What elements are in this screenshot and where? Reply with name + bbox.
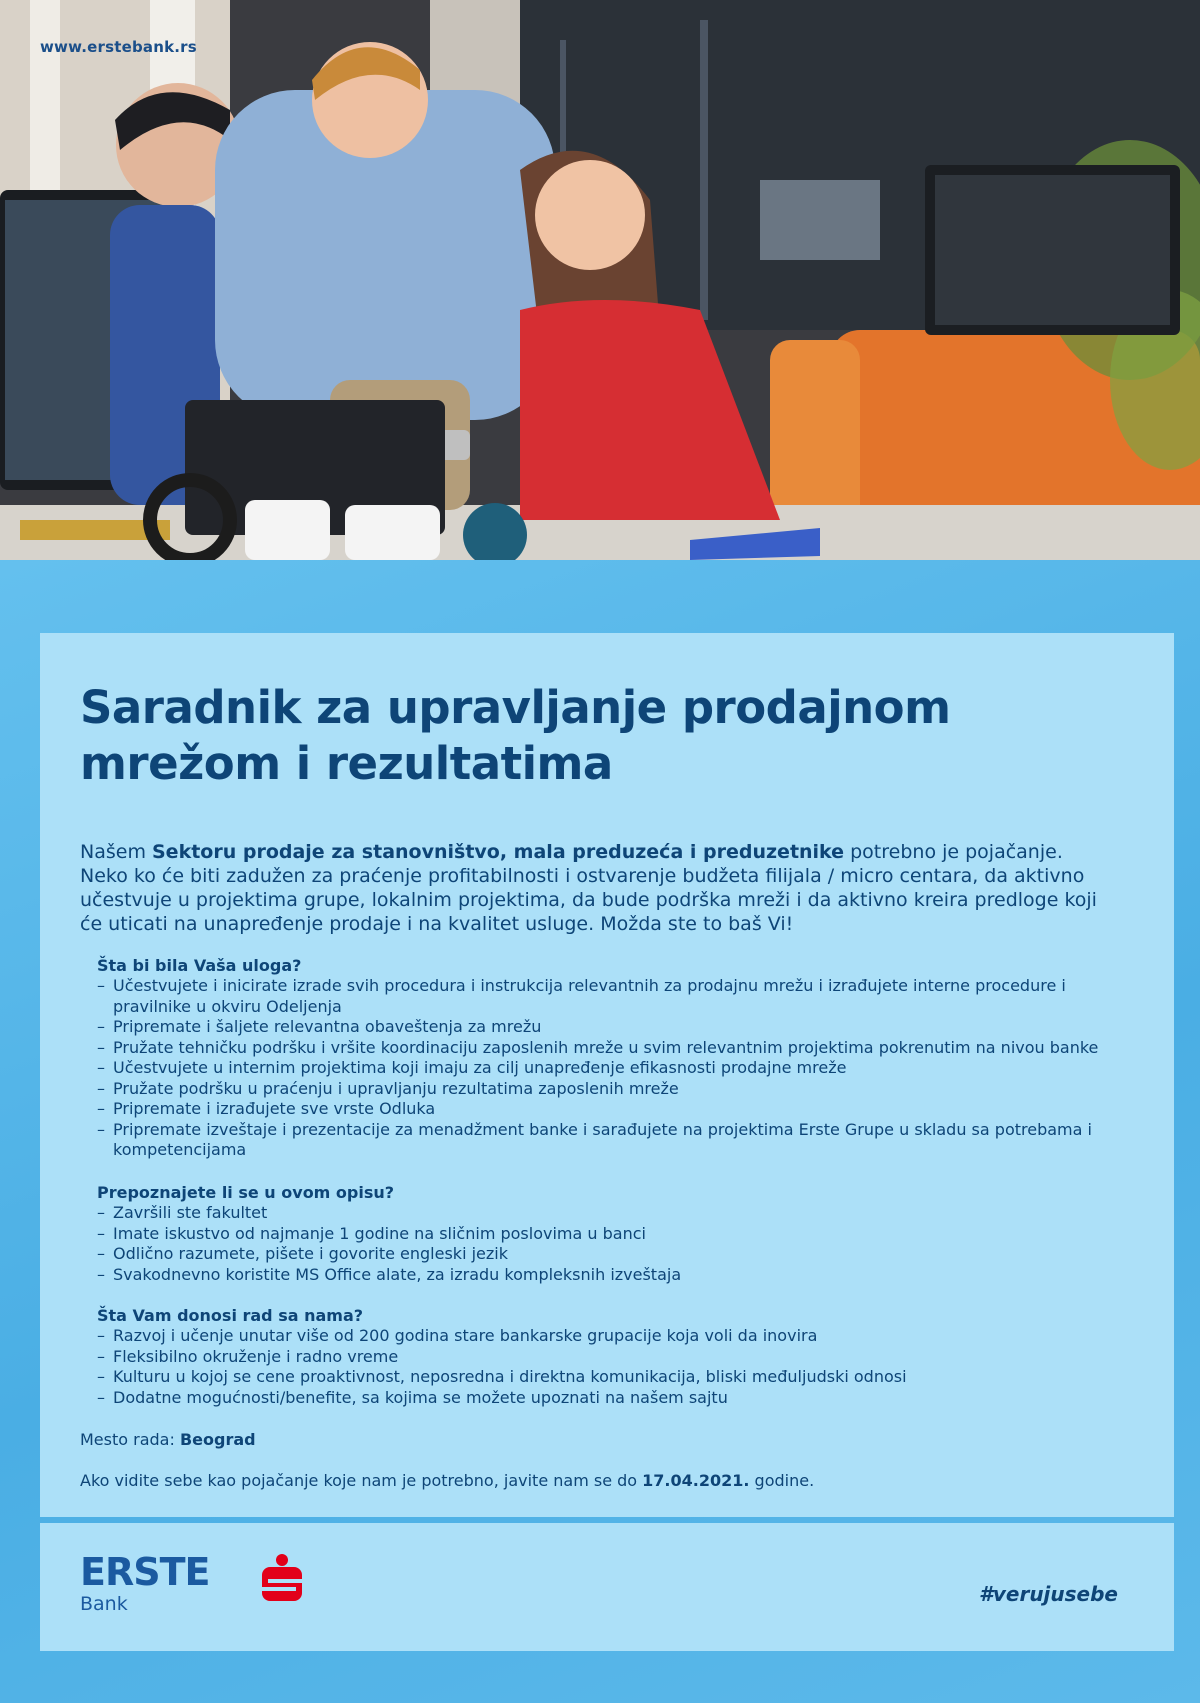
list-item: – Pružate tehničku podršku i vršite koordinaciju zaposlenih mreže u svim relevantnim projektima pokrenutim na nivou banke xyxy=(97,1037,1099,1057)
erste-s-icon xyxy=(238,1553,326,1605)
intro-suffix: potrebno je pojačanje. Neko ko će biti zadužen za praćenje profitabilnosti i ostvarenje budžeta filijala / micro centara, da aktivno učestvuje u projektima grupe, lokalnim projektima, da bude podrška mreži i da aktivno kreira predloge koji će uticati na unapređenje prodaje i na kvalitet usluge. Možda ste to baš Vi! xyxy=(80,841,1097,935)
list-item-text: Kulturu u kojoj se cene proaktivnost, neposredna i direktna komunikacija, bliski međuljudski odnosi xyxy=(113,1367,907,1386)
list-item: – Svakodnevno koristite MS Office alate, za izradu kompleksnih izveštaja xyxy=(97,1264,682,1284)
list-item-text: Pripremate i šaljete relevantna obaveštenja za mrežu xyxy=(113,1017,542,1036)
benefits-heading: Šta Vam donosi rad sa nama? xyxy=(97,1306,364,1325)
requirements-section xyxy=(97,1182,1107,1285)
location-value: Beograd xyxy=(179,1430,256,1449)
list-item: – Završili ste fakultet xyxy=(97,1203,268,1222)
erste-bank-logo[interactable] xyxy=(80,1550,210,1615)
deadline-suffix: godine. xyxy=(749,1471,815,1490)
list-item: – Učestvujete i inicirate izrade svih procedura i instrukcija relevantnih za prodajnu mrežu i izrađujete interne procedure i pravilnike u okviru Odeljenja xyxy=(97,976,1066,1016)
job-title-line1: Saradnik za upravljanje prodajnom xyxy=(80,681,951,734)
job-intro xyxy=(80,840,1100,936)
list-item-text: Pružate tehničku podršku i vršite koordinaciju zaposlenih mreže u svim relevantnim projektima pokrenutim na nivou banke xyxy=(113,1037,1099,1057)
list-item-text: Razvoj i učenje unutar više od 200 godina stare bankarske grupacije koja voli da inovira xyxy=(113,1326,818,1345)
list-item: – Pružate podršku u praćenju i upravljanju rezultatima zaposlenih mreže xyxy=(97,1078,679,1098)
logo-sub: Bank xyxy=(80,1593,128,1615)
list-item-text: Odlično razumete, pišete i govorite engleski jezik xyxy=(113,1244,508,1263)
requirements-list xyxy=(97,1203,1107,1285)
list-item: – Pripremate izveštaje i prezentacije za menadžment banke i sarađujete na projektima Erste Grupe u skladu sa potrebama i kompetencijama xyxy=(97,1119,1092,1159)
website-url[interactable]: www.erstebank.rs xyxy=(40,38,197,56)
job-title-line2: mrežom i rezultatima xyxy=(80,737,613,790)
deadline-prefix: Ako vidite sebe kao pojačanje koje nam je potrebno, javite nam se do xyxy=(80,1471,643,1490)
hero-photo xyxy=(0,0,1200,560)
list-item-text: Učestvujete u internim projektima koji imaju za cilj unapređenje efikasnosti prodajne mreže xyxy=(113,1058,847,1077)
application-deadline xyxy=(80,1471,814,1490)
list-item: – Odlično razumete, pišete i govorite engleski jezik xyxy=(97,1244,508,1263)
list-item: – Pripremate i šaljete relevantna obaveštenja za mrežu xyxy=(97,1017,542,1036)
list-item-text: Svakodnevno koristite MS Office alate, za izradu kompleksnih izveštaja xyxy=(113,1264,682,1284)
list-item-text: Učestvujete i inicirate izrade svih procedura i instrukcija relevantnih za prodajnu mrežu i izrađujete interne procedure i pravilnike u okviru Odeljenja xyxy=(113,976,1066,1016)
list-item: – Imate iskustvo od najmanje 1 godine na sličnim poslovima u banci xyxy=(97,1223,646,1243)
list-item-text: Pripremate izveštaje i prezentacije za menadžment banke i sarađujete na projektima Erste Grupe u skladu sa potrebama i kompetencijama xyxy=(113,1119,1092,1159)
list-item-text: Završili ste fakultet xyxy=(113,1203,268,1222)
list-item: – Učestvujete u internim projektima koji imaju za cilj unapređenje efikasnosti prodajne mreže xyxy=(97,1058,847,1077)
intro-prefix: Našem xyxy=(80,841,152,863)
list-item: – Fleksibilno okruženje i radno vreme xyxy=(97,1346,399,1366)
logo-word: ERSTE xyxy=(80,1550,210,1594)
location-label: Mesto rada: xyxy=(80,1430,180,1449)
deadline-date: 17.04.2021. xyxy=(642,1471,750,1490)
list-item: – Pripremate i izrađujete sve vrste Odluka xyxy=(97,1099,436,1118)
list-item: – Kulturu u kojoj se cene proaktivnost, neposredna i direktna komunikacija, bliski međuljudski odnosi xyxy=(97,1367,907,1386)
list-item-text: Pripremate i izrađujete sve vrste Odluka xyxy=(113,1099,436,1118)
list-item-text: Imate iskustvo od najmanje 1 godine na sličnim poslovima u banci xyxy=(113,1223,646,1243)
requirements-heading: Prepoznajete li se u ovom opisu? xyxy=(97,1183,395,1202)
role-section xyxy=(97,955,1107,1161)
benefits-list xyxy=(97,1326,1107,1408)
office-scene-illustration xyxy=(0,0,1200,560)
list-item-text: Fleksibilno okruženje i radno vreme xyxy=(113,1346,399,1366)
hashtag: #verujusebe xyxy=(978,1582,1118,1606)
list-item: – Razvoj i učenje unutar više od 200 godina stare bankarske grupacije koja voli da inovira xyxy=(97,1326,818,1345)
benefits-section xyxy=(97,1305,1107,1408)
role-list xyxy=(97,976,1107,1161)
list-item-text: Dodatne mogućnosti/benefite, sa kojima se možete upoznati na našem sajtu xyxy=(113,1387,728,1407)
work-location xyxy=(80,1430,256,1449)
job-title xyxy=(80,680,1080,792)
list-item-text: Pružate podršku u praćenju i upravljanju rezultatima zaposlenih mreže xyxy=(113,1078,679,1098)
list-item: – Dodatne mogućnosti/benefite, sa kojima se možete upoznati na našem sajtu xyxy=(97,1387,728,1407)
role-heading: Šta bi bila Vaša uloga? xyxy=(97,956,302,975)
intro-bold: Sektoru prodaje za stanovništvo, mala preduzeća i preduzetnike xyxy=(152,841,845,863)
